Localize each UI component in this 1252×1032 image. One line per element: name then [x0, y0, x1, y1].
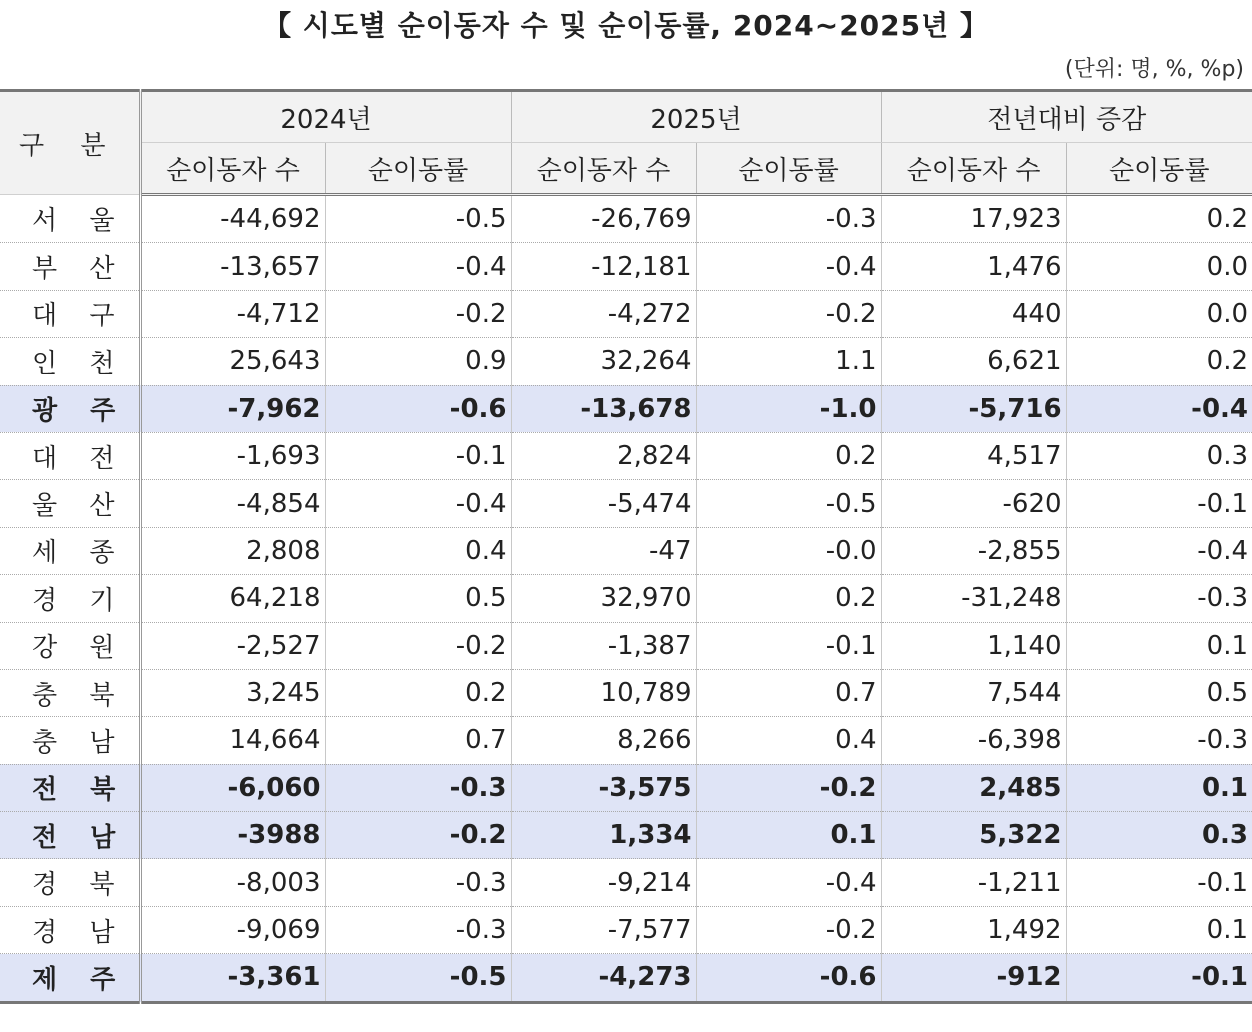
- value-cell: -0.5: [696, 480, 881, 527]
- value-cell: 0.3: [1066, 812, 1252, 859]
- value-cell: 440: [881, 290, 1066, 337]
- page-title: 【 시도별 순이동자 수 및 순이동률, 2024∼2025년 】: [263, 9, 989, 42]
- value-cell: -0.1: [1066, 954, 1252, 1002]
- table-row: [0, 575, 1252, 622]
- value-cell: -7,962: [140, 385, 325, 432]
- value-cell: -0.4: [696, 243, 881, 290]
- value-cell: 3,245: [140, 669, 325, 716]
- region-cell: 경 남: [0, 906, 140, 953]
- value-cell: -26,769: [511, 195, 696, 243]
- value-cell: -9,214: [511, 859, 696, 906]
- table-row: [0, 338, 1252, 385]
- value-cell: -0.5: [325, 195, 511, 243]
- net-migration-table: [0, 89, 1252, 1004]
- value-cell: -0.3: [1066, 717, 1252, 764]
- region-cell: 부 산: [0, 243, 140, 290]
- header-row-groups: [0, 91, 1252, 143]
- table-row: [0, 906, 1252, 953]
- value-cell: 0.2: [325, 669, 511, 716]
- table-row: [0, 717, 1252, 764]
- value-cell: -0.1: [1066, 480, 1252, 527]
- value-cell: 0.3: [1066, 432, 1252, 479]
- region-cell: 대 전: [0, 432, 140, 479]
- value-cell: -5,474: [511, 480, 696, 527]
- subheader-cell: 순이동자 수: [881, 143, 1066, 195]
- value-cell: 0.7: [696, 669, 881, 716]
- value-cell: 2,808: [140, 527, 325, 574]
- subheader-cell: 순이동률: [696, 143, 881, 195]
- value-cell: -13,657: [140, 243, 325, 290]
- unit-note: (단위: 명, %, %p): [1064, 57, 1244, 82]
- region-column-header: 구 분: [0, 91, 140, 195]
- value-cell: 2,485: [881, 764, 1066, 811]
- value-cell: -1.0: [696, 385, 881, 432]
- value-cell: -912: [881, 954, 1066, 1002]
- region-cell: 경 북: [0, 859, 140, 906]
- value-cell: -0.2: [696, 764, 881, 811]
- value-cell: -0.5: [325, 954, 511, 1002]
- subheader-cell: 순이동률: [1066, 143, 1252, 195]
- value-cell: -0.1: [696, 622, 881, 669]
- value-cell: -0.2: [696, 906, 881, 953]
- value-cell: 1,492: [881, 906, 1066, 953]
- region-cell: 전 북: [0, 764, 140, 811]
- value-cell: 0.9: [325, 338, 511, 385]
- value-cell: 0.2: [1066, 338, 1252, 385]
- region-cell: 인 천: [0, 338, 140, 385]
- value-cell: 2,824: [511, 432, 696, 479]
- value-cell: -4,712: [140, 290, 325, 337]
- value-cell: -31,248: [881, 575, 1066, 622]
- value-cell: -0.3: [1066, 575, 1252, 622]
- value-cell: -620: [881, 480, 1066, 527]
- value-cell: 32,970: [511, 575, 696, 622]
- region-cell: 서 울: [0, 195, 140, 243]
- table-row: [0, 764, 1252, 811]
- value-cell: 5,322: [881, 812, 1066, 859]
- table-body: [0, 195, 1252, 1003]
- value-cell: 25,643: [140, 338, 325, 385]
- region-cell: 충 북: [0, 669, 140, 716]
- value-cell: -3988: [140, 812, 325, 859]
- value-cell: 0.5: [325, 575, 511, 622]
- subheader-cell: 순이동자 수: [140, 143, 325, 195]
- value-cell: -13,678: [511, 385, 696, 432]
- value-cell: -44,692: [140, 195, 325, 243]
- value-cell: -47: [511, 527, 696, 574]
- value-cell: -0.3: [325, 906, 511, 953]
- value-cell: -4,272: [511, 290, 696, 337]
- value-cell: -0.4: [325, 480, 511, 527]
- value-cell: 1.1: [696, 338, 881, 385]
- table-row: [0, 385, 1252, 432]
- value-cell: 32,264: [511, 338, 696, 385]
- value-cell: -0.0: [696, 527, 881, 574]
- subheader-cell: 순이동자 수: [511, 143, 696, 195]
- value-cell: 8,266: [511, 717, 696, 764]
- region-cell: 전 남: [0, 812, 140, 859]
- value-cell: 7,544: [881, 669, 1066, 716]
- value-cell: 0.2: [696, 432, 881, 479]
- value-cell: 6,621: [881, 338, 1066, 385]
- value-cell: 0.1: [1066, 622, 1252, 669]
- table-row: [0, 954, 1252, 1002]
- value-cell: -0.6: [696, 954, 881, 1002]
- value-cell: 14,664: [140, 717, 325, 764]
- region-cell: 울 산: [0, 480, 140, 527]
- value-cell: -0.1: [325, 432, 511, 479]
- region-cell: 충 남: [0, 717, 140, 764]
- value-cell: -6,398: [881, 717, 1066, 764]
- value-cell: 0.0: [1066, 290, 1252, 337]
- value-cell: 0.4: [325, 527, 511, 574]
- table-row: [0, 243, 1252, 290]
- value-cell: 1,140: [881, 622, 1066, 669]
- value-cell: -4,273: [511, 954, 696, 1002]
- group-header-2025: 2025년: [511, 91, 881, 143]
- group-header-change: 전년대비 증감: [881, 91, 1252, 143]
- value-cell: -7,577: [511, 906, 696, 953]
- table-row: [0, 480, 1252, 527]
- value-cell: 17,923: [881, 195, 1066, 243]
- value-cell: 64,218: [140, 575, 325, 622]
- value-cell: -2,527: [140, 622, 325, 669]
- value-cell: 0.1: [1066, 906, 1252, 953]
- value-cell: -0.3: [696, 195, 881, 243]
- value-cell: -3,361: [140, 954, 325, 1002]
- value-cell: 0.7: [325, 717, 511, 764]
- value-cell: -0.4: [325, 243, 511, 290]
- table-row: [0, 432, 1252, 479]
- table-row: [0, 195, 1252, 243]
- group-header-2024: 2024년: [140, 91, 511, 143]
- value-cell: -8,003: [140, 859, 325, 906]
- region-cell: 세 종: [0, 527, 140, 574]
- value-cell: -2,855: [881, 527, 1066, 574]
- value-cell: -0.2: [325, 290, 511, 337]
- region-cell: 제 주: [0, 954, 140, 1002]
- value-cell: 0.1: [696, 812, 881, 859]
- region-cell: 광 주: [0, 385, 140, 432]
- value-cell: -1,693: [140, 432, 325, 479]
- value-cell: 0.4: [696, 717, 881, 764]
- subheader-cell: 순이동률: [325, 143, 511, 195]
- value-cell: -4,854: [140, 480, 325, 527]
- value-cell: -0.1: [1066, 859, 1252, 906]
- value-cell: -1,211: [881, 859, 1066, 906]
- value-cell: -0.4: [1066, 527, 1252, 574]
- value-cell: 0.2: [1066, 195, 1252, 243]
- value-cell: -12,181: [511, 243, 696, 290]
- value-cell: -0.6: [325, 385, 511, 432]
- value-cell: -0.2: [325, 622, 511, 669]
- table-row: [0, 669, 1252, 716]
- value-cell: -0.3: [325, 859, 511, 906]
- table-row: [0, 622, 1252, 669]
- value-cell: -5,716: [881, 385, 1066, 432]
- value-cell: 0.2: [696, 575, 881, 622]
- value-cell: 0.1: [1066, 764, 1252, 811]
- table-row: [0, 859, 1252, 906]
- table-row: [0, 290, 1252, 337]
- region-cell: 강 원: [0, 622, 140, 669]
- value-cell: 1,476: [881, 243, 1066, 290]
- value-cell: -6,060: [140, 764, 325, 811]
- value-cell: -1,387: [511, 622, 696, 669]
- value-cell: 1,334: [511, 812, 696, 859]
- value-cell: 0.0: [1066, 243, 1252, 290]
- value-cell: -0.3: [325, 764, 511, 811]
- value-cell: -9,069: [140, 906, 325, 953]
- value-cell: -0.2: [696, 290, 881, 337]
- region-cell: 경 기: [0, 575, 140, 622]
- value-cell: -0.4: [1066, 385, 1252, 432]
- value-cell: 10,789: [511, 669, 696, 716]
- header-row-subheaders: [0, 143, 1252, 195]
- table-row: [0, 527, 1252, 574]
- value-cell: -0.2: [325, 812, 511, 859]
- value-cell: -0.4: [696, 859, 881, 906]
- value-cell: 4,517: [881, 432, 1066, 479]
- value-cell: 0.5: [1066, 669, 1252, 716]
- region-cell: 대 구: [0, 290, 140, 337]
- table-row: [0, 812, 1252, 859]
- value-cell: -3,575: [511, 764, 696, 811]
